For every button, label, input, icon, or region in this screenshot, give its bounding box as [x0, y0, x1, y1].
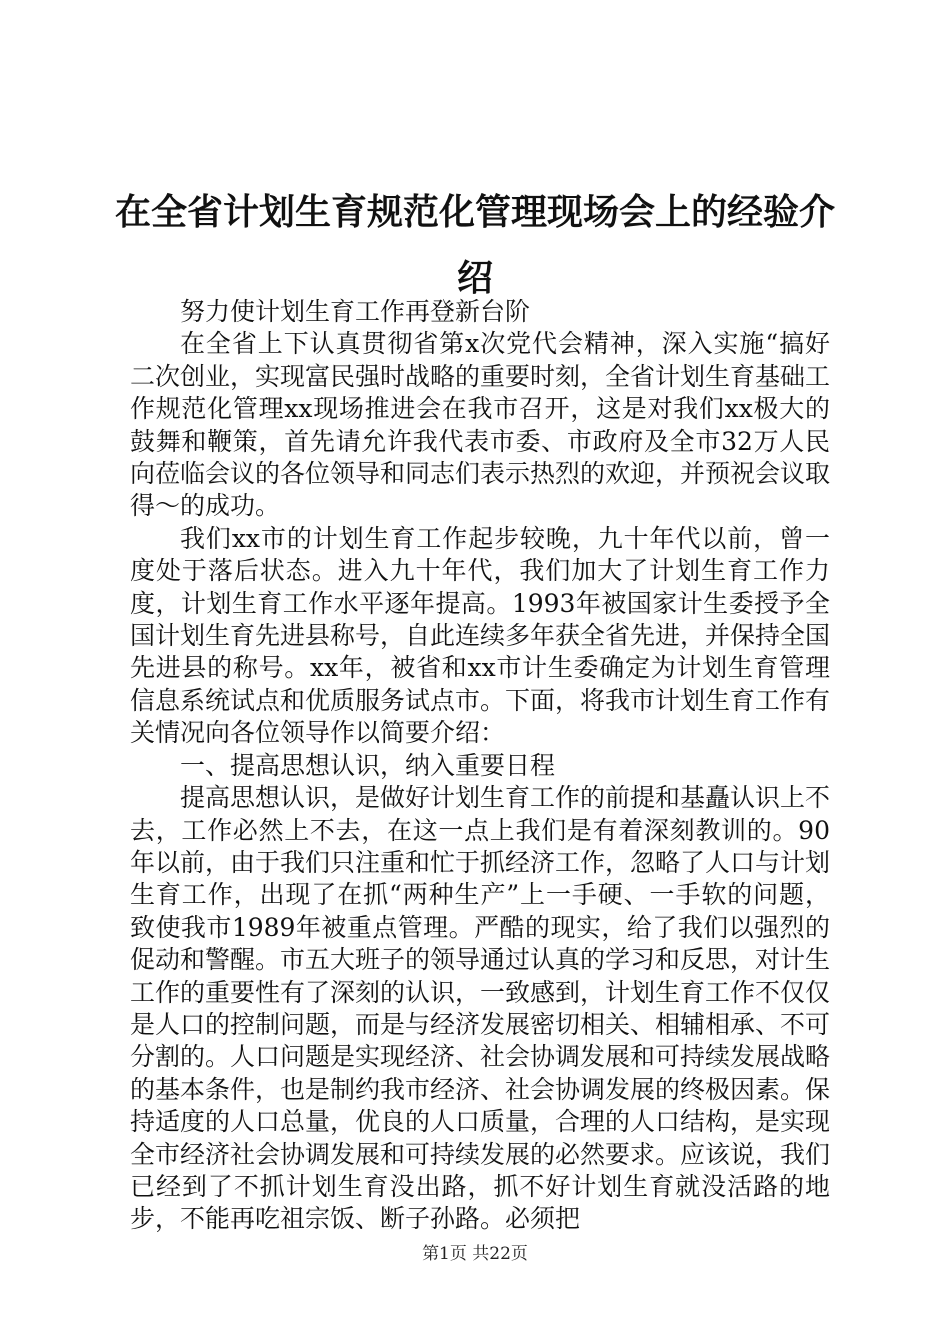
body-paragraph: 在全省上下认真贯彻省第x次党代会精神，深入实施“搞好二次创业，实现富民强时战略的重要时刻，全省计划生育基础工作规范化管理xx现场推进会在我市召开，这是对我们xx极大的鼓舞和鞭策，首先请允许我代表市委、市政府及全市32万人民向莅临会议的各位领导和同志们表示热烈的欢迎，并预祝会议取得～的成功。: [130, 329, 831, 521]
section-heading: 一、提高思想认识，纳入重要日程: [180, 750, 556, 780]
document-body: [130, 296, 830, 1236]
body-paragraph: 我们xx市的计划生育工作起步较晚，九十年代以前，曾一度处于落后状态。进入九十年代，我们加大了计划生育工作力度，计划生育工作水平逐年提高。1993年被国家计生委授予全国计划生育先进县称号，自此连续多年获全省先进，并保持全国先进县的称号。xx年，被省和xx市计生委确定为计划生育管理信息系统试点和优质服务试点市。下面，将我市计划生育工作有关情况向各位领导作以简要介绍：: [130, 523, 831, 748]
body-paragraph: 提高思想认识，是做好计划生育工作的前提和基矗认识上不去，工作必然上不去，在这一点上我们是有着深刻教训的。90年以前，由于我们只注重和忙于抓经济工作，忽略了人口与计划生育工作，出现了在抓“两种生产”上一手硬、一手软的问题，致使我市1989年被重点管理。严酷的现实，给了我们以强烈的促动和警醒。市五大班子的领导通过认真的学习和反思，对计生工作的重要性有了深刻的认识，一致感到，计划生育工作不仅仅是人口的控制问题，而是与经济发展密切相关、相辅相承、不可分割的。人口问题是实现经济、社会协调发展和可持续发展战略的基本条件，也是制约我市经济、社会协调发展的终极因素。保持适度的人口总量，优良的人口质量，合理的人口结构，是实现全市经济社会协调发展和可持续发展的必然要求。应该说，我们已经到了不抓计划生育没出路，抓不好计划生育就没活路的地步，不能再吃祖宗饭、断子孙路。必须把: [130, 783, 831, 1234]
document-title: 在全省计划生育规范化管理现场会上的经验介绍: [114, 191, 835, 299]
page-footer: 第1页 共22页: [422, 1244, 528, 1264]
subtitle-paragraph: 努力使计划生育工作再登新台阶: [180, 297, 531, 326]
